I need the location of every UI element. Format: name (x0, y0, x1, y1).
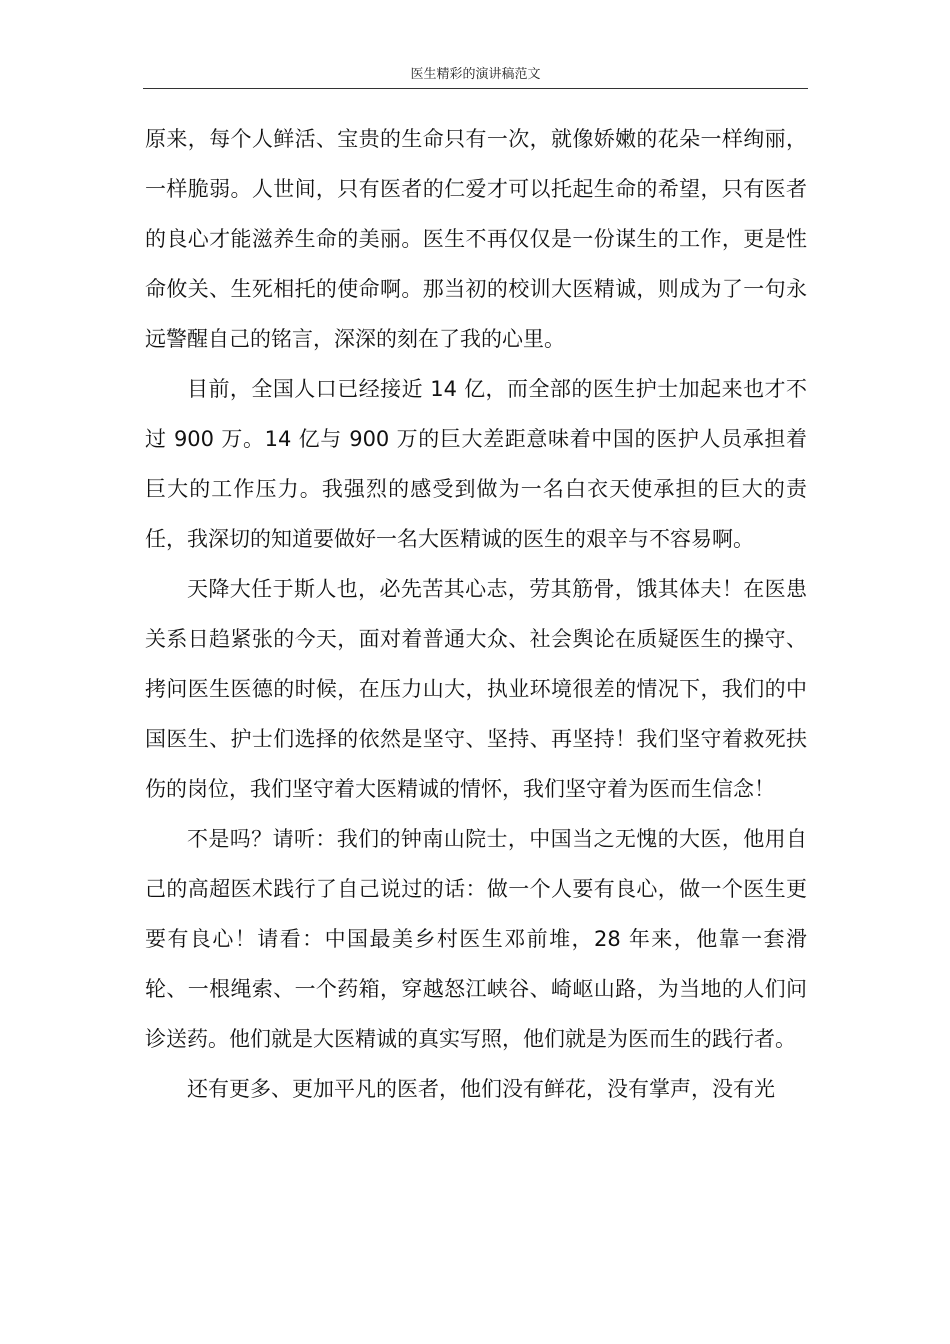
paragraph-3: 天降大任于斯人也，必先苦其心志，劳其筋骨，饿其体夫！在医患关系日趋紧张的今天，面对着普通大众、社会舆论在质疑医生的操守、拷问医生医德的时候，在压力山大，执业环境很差的情况下，我们的中国医生、护士们选择的依然是坚守、坚持、再坚持！我们坚守着救死扶伤的岗位，我们坚守着大医精诚的情怀，我们坚守着为医而生信念！ (145, 577, 807, 801)
paragraph-1: 原来，每个人鲜活、宝贵的生命只有一次，就像娇嫩的花朵一样绚丽，一样脆弱。人世间，只有医者的仁爱才可以托起生命的希望，只有医者的良心才能滋养生命的美丽。医生不再仅仅是一份谋生的工作，更是性命攸关、生死相托的使命啊。那当初的校训大医精诚，则成为了一句永远警醒自己的铭言，深深的刻在了我的心里。 (145, 127, 807, 351)
body-text (145, 114, 807, 1114)
paragraph-5: 还有更多、更加平凡的医者，他们没有鲜花，没有掌声，没有光 (187, 1077, 775, 1101)
header-title: 医生精彩的演讲稿范文 (410, 67, 541, 82)
page-header (143, 64, 808, 89)
paragraph-2: 目前，全国人口已经接近 14 亿，而全部的医生护士加起来也才不过 900 万。14 亿与 900 万的巨大差距意味着中国的医护人员承担着巨大的工作压力。我强烈的感受到做为一名白衣天使承担的巨大的责任，我深切的知道要做好一名大医精诚的医生的艰辛与不容易啊。 (145, 377, 807, 551)
paragraph-4: 不是吗？请听：我们的钟南山院士，中国当之无愧的大医，他用自己的高超医术践行了自己说过的话：做一个人要有良心，做一个医生更要有良心！请看：中国最美乡村医生邓前堆，28 年来，他靠一套滑轮、一根绳索、一个药箱，穿越怒江峡谷、崎岖山路，为当地的人们问诊送药。他们就是大医精诚的真实写照，他们就是为医而生的践行者。 (145, 827, 807, 1051)
